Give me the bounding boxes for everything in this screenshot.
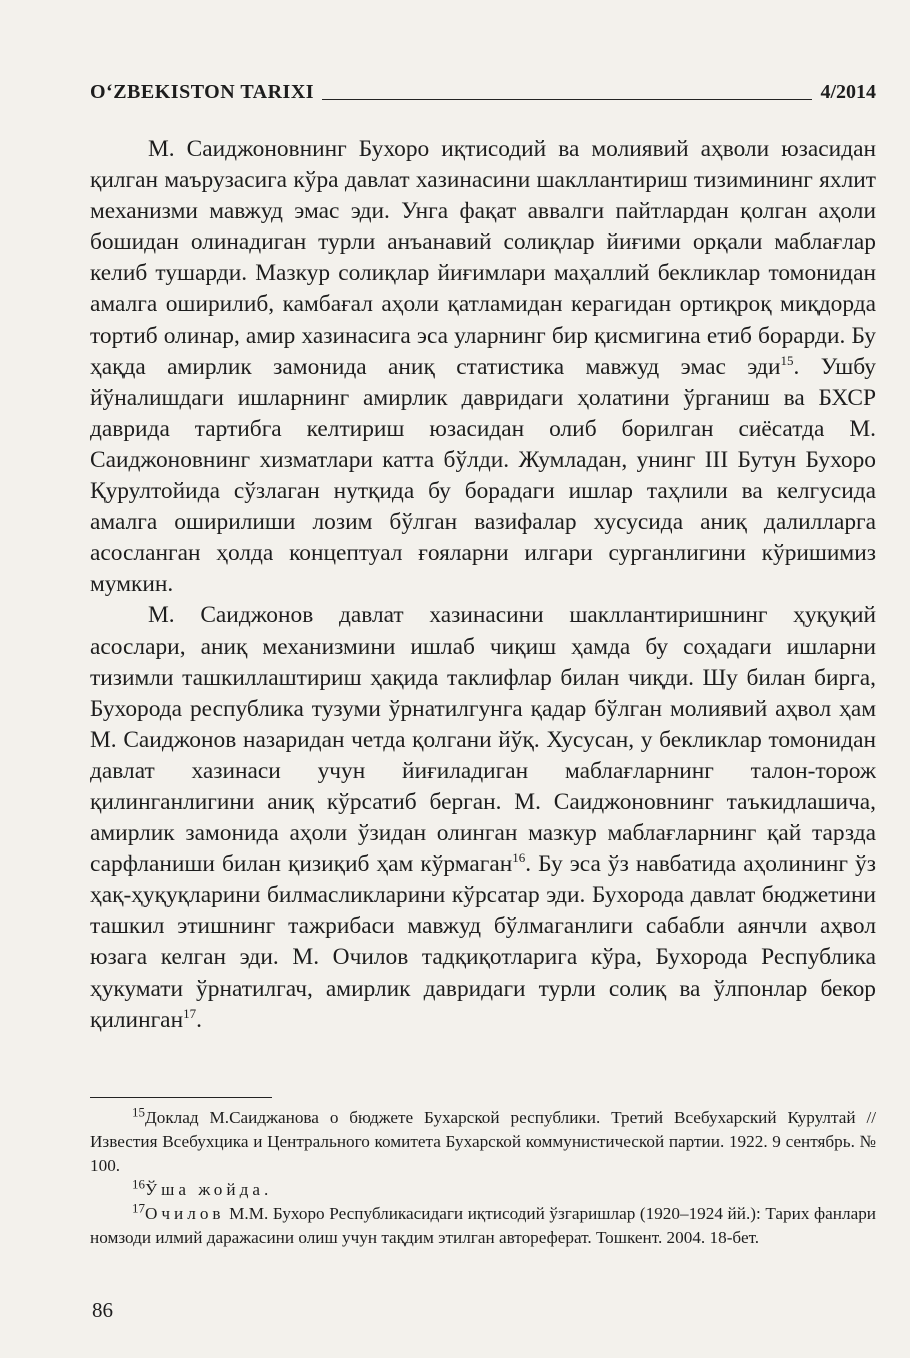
footnote-17-author: Очилов	[145, 1204, 225, 1223]
page-number: 86	[92, 1298, 113, 1322]
footnote-ref-15: 15	[780, 352, 794, 368]
footnote-number-16: 16	[132, 1176, 145, 1192]
footnote-separator	[90, 1097, 272, 1098]
body-text	[90, 134, 876, 1036]
paragraph-2-text-a: М. Саиджонов давлат хазинасини шакллантиришнинг ҳуқуқий асослари, аниқ механизмини ишлаб чиқиш ҳамда бу соҳадаги ишларни тизимли ташкиллаштириш ҳақида таклифлар билан чиқди. Шу билан бирга, Бухорода республика тузуми ўрнатилгунга қадар бўлган молиявий аҳвол ҳам М. Саиджонов назаридан четда қолгани йўқ. Хусусан, у бекликлар томонидан давлат хазинаси учун йиғиладиган маблағларнинг талон-торож қилинганлигини аниқ кўрсатиб берган. М. Саиджоновнинг таъкидлашича, амирлик замонида аҳоли ўзидан олинган мазкур маблағларнинг қай тарзда сарфланиши билан қизиқиб ҳам кўрмаган	[90, 602, 876, 878]
footnote-ref-17: 17	[183, 1005, 197, 1021]
footnote-16	[90, 1178, 876, 1202]
paragraph-1	[90, 134, 876, 600]
journal-title: O‘ZBEKISTON TARIXI	[90, 81, 315, 103]
footnotes	[90, 1106, 876, 1250]
running-header	[90, 76, 876, 104]
issue-number: 4/2014	[820, 81, 876, 103]
footnote-15-text: Доклад М.Саиджанова о бюджете Бухарской республики. Третий Всебухарский Курултай // Известия Всебухцика и Центрального комитета Бухарской коммунистической партии. 1922. 9 сентябрь. № 100.	[90, 1108, 876, 1175]
footnote-ref-16: 16	[512, 850, 526, 866]
paragraph-2-text-c: .	[196, 1006, 202, 1033]
paragraph-2-text-b: . Бу эса ўз навбатида аҳолининг ўз ҳақ-ҳуқуқларини билмасликларини кўрсатар эди. Бухорода давлат бюджетини ташкил этишнинг тажрибаси мавжуд бўлмаганлиги сабабли аянчли аҳвол юзага келган эди. М. Очилов тадқиқотларига кўра, Бухорода Республика ҳукумати ўрнатилгач, амирлик давридаги турли солиқ ва ўлпонлар бекор қилинган	[90, 851, 876, 1033]
header-rule	[322, 99, 812, 100]
paragraph-2	[90, 600, 876, 1035]
paragraph-1-text-b: . Ушбу йўналишдаги ишларнинг амирлик давридаги ҳолатини ўрганиш ва БХСР даврида тартибга келтириш юзасидан олиб борилган сиёсатда М. Саиджоновнинг хизматлари катта бўлди. Жумладан, унинг III Бутун Бухоро Қурултойида сўзлаган нутқида бу борадаги ишлар таҳлили ва келгусида амалга оширилиши лозим бўлган вазифалар хусусида аниқ далилларга асосланган ҳолда концептуал ғояларни илгари сурганлигини кўришимиз мумкин.	[90, 353, 876, 598]
footnote-15	[90, 1106, 876, 1178]
footnote-17	[90, 1202, 876, 1250]
footnote-16-text: Ўша жойда.	[145, 1180, 273, 1199]
footnote-17-text: М.М. Бухоро Республикасидаги иқтисодий ўзгаришлар (1920–1924 йй.): Тарих фанлари номзоди илмий даражасини олиш учун тақдим этилган автореферат. Тошкент. 2004. 18-бет.	[90, 1204, 876, 1247]
footnote-number-17: 17	[132, 1200, 145, 1216]
footnote-number-15: 15	[132, 1104, 145, 1120]
paragraph-1-text-a: М. Саиджоновнинг Бухоро иқтисодий ва молиявий аҳволи юзасидан қилган маърузасига кўра давлат хазинасини шакллантириш тизимининг яхлит механизми мавжуд эмас эди. Унга фақат аввалги пайтлардан қолган аҳоли бошидан олинадиган турли анъанавий солиқлар йиғими орқали маблағлар келиб тушарди. Мазкур солиқлар йиғимлари маҳаллий бекликлар томонидан амалга оширилиб, камбағал аҳоли қатламидан керагидан ортиқроқ миқдорда тортиб олинар, амир хазинасига эса уларнинг бир қисмигина етиб борарди. Бу ҳақда амирлик замонида аниқ статистика мавжуд эмас эди	[90, 136, 876, 380]
